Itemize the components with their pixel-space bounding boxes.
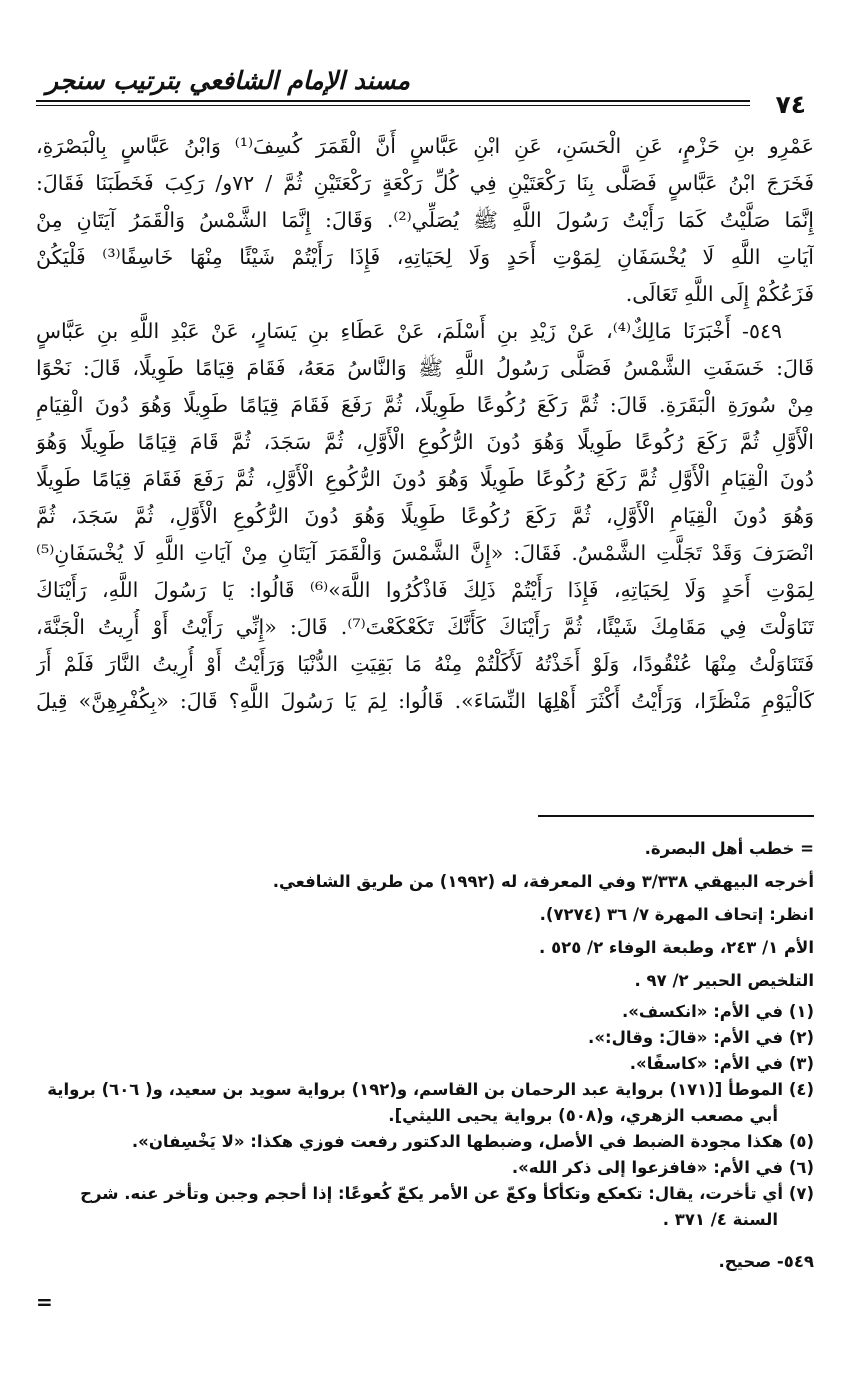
note-line: الأم ١/ ٢٤٣، وطبعة الوفاء ٢/ ٥٢٥ . <box>539 938 814 957</box>
text-line: فَخَرَجَ ابْنُ عَبَّاسٍ فَصَلَّى بِنَا رَكْعَتَيْنِ فِي كُلِّ رَكْعَةٍ رَكْعَتَيْنِ ثُمَّ / ٧٢و/ رَكِبَ فَخَطَبَنَا فَقَالَ: <box>36 171 814 195</box>
text-line: الْأَوَّلِ ثُمَّ رَكَعَ رُكُوعًا طَوِيلًا وَهُوَ دُونَ الرُّكُوعِ الْأَوَّلِ، ثُمَّ سَجَدَ، ثُمَّ قَامَ قِيَامًا طَوِيلًا وَهُوَ <box>36 430 814 454</box>
footnote: (٥) هكذا مجودة الضبط في الأصل، وضبطها الدكتور رفعت فوزي هكذا: «لا يَخْسِفان». <box>131 1132 814 1151</box>
footnote: (٧) أي تأخرت، يقال: تكعكع وتكأكأ وكعّ عن الأمر يكعّ كُعوعًا: إذا أحجم وجبن وتأخر عنه. شرح <box>80 1184 814 1203</box>
main-text <box>36 128 814 720</box>
text-line: عَمْرِو بنِ حَزْمٍ، عَنِ الْحَسَنِ، عَنِ ابْنِ عَبَّاسٍ أَنَّ الْقَمَرَ كُسِفَ⁽¹⁾ وَابْنُ عَبَّاسٍ بِالْبَصْرَةِ، <box>36 134 814 158</box>
footnote-continuation: أبي مصعب الزهري، و(٥٠٨) برواية يحيى الليثي]. <box>388 1106 778 1125</box>
text-line: مِنْ سُورَةِ الْبَقَرَةِ. قَالَ: ثُمَّ رَكَعَ رُكُوعًا طَوِيلًا، ثُمَّ رَفَعَ فَقَامَ قِيَامًا طَوِيلًا وَهُوَ دُونَ الْقِيَامِ <box>36 393 814 417</box>
page-number: ٧٤ <box>775 90 806 119</box>
footnote-list <box>36 999 814 1233</box>
footnote: (١) في الأم: «انكسف». <box>621 1002 814 1021</box>
hadith-grade-note: ٥٤٩- صحيح. <box>718 1252 814 1271</box>
text-line: فَتَنَاوَلْتُ مِنْهَا عُنْقُودًا، وَلَوْ أَخَذْتُهُ لَأَكَلْتُمْ مِنْهُ مَا بَقِيَتِ الدُّنْيَا وَرَأَيْتُ أَوْ أُرِيتُ النَّارَ فَلَمْ أَرَ <box>36 652 814 676</box>
text-line: وَهُوَ دُونَ الْقِيَامِ الْأَوَّلِ، ثُمَّ رَكَعَ رُكُوعًا طَوِيلًا وَهُوَ دُونَ الرُّكُوعِ الْأَوَّلِ، ثُمَّ سَجَدَ، ثُمَّ <box>36 504 814 528</box>
note-line: أخرجه البيهقي ٣/٣٣٨ وفي المعرفة، له (١٩٩٢) من طريق الشافعي. <box>272 872 814 891</box>
note-line: انظر: إتحاف المهرة ٧/ ٣٦ (٧٢٧٤). <box>539 905 814 924</box>
text-line: دُونَ الْقِيَامِ الْأَوَّلِ ثُمَّ رَكَعَ رُكُوعًا طَوِيلًا وَهُوَ دُونَ الرُّكُوعِ الْأَوَّلِ، ثُمَّ رَفَعَ فَقَامَ قِيَامًا طَوِيلًا <box>36 467 814 491</box>
text-line: انْصَرَفَ وَقَدْ تَجَلَّتِ الشَّمْسُ. فَقَالَ: «إِنَّ الشَّمْسَ وَالْقَمَرَ آيَتَانِ مِنْ آيَاتِ اللَّهِ لَا يُخْسَفَانِ⁽⁵⁾ <box>36 541 814 565</box>
running-title: مسند الإمام الشافعي بترتيب سنجر <box>46 66 410 95</box>
continuation-mark: = <box>36 1290 53 1314</box>
footnote: (٦) في الأم: «فافزعوا إلى ذكر الله». <box>511 1158 814 1177</box>
text-line: قَالَ: خَسَفَتِ الشَّمْسُ فَصَلَّى رَسُولُ اللَّهِ ﷺ وَالنَّاسُ مَعَهُ، فَقَامَ قِيَامًا طَوِيلًا، قَالَ: نَحْوًا <box>36 356 814 380</box>
text-line: تَنَاوَلْتَ فِي مَقَامِكَ شَيْئًا، ثُمَّ رَأَيْنَاكَ كَأَنَّكَ تَكَعْكَعْتَ⁽⁷⁾. قَالَ: «إِنِّي رَأَيْتُ أَوْ أُرِيتُ الْجَنَّةَ، <box>36 615 814 639</box>
text-line: ٥٤٩- أَخْبَرَنَا مَالِكٌ⁽⁴⁾، عَنْ زَيْدِ بنِ أَسْلَمَ، عَنْ عَطَاءِ بنِ يَسَارٍ، عَنْ عَبْدِ اللَّهِ بنِ عَبَّاسٍ <box>36 319 783 343</box>
footnote: (٢) في الأم: «قالَ: وقال:». <box>588 1028 814 1047</box>
note-line: التلخيص الحبير ٢/ ٩٧ . <box>634 971 814 990</box>
text-line: آيَاتِ اللَّهِ لَا يُخْسَفَانِ لِمَوْتِ أَحَدٍ وَلَا لِحَيَاتِهِ، فَإِذَا رَأَيْتُمْ شَيْئًا مِنْهَا خَاسِفًا⁽³⁾ فَلْيَكُنْ <box>36 245 814 269</box>
footnote: (٣) في الأم: «كاسفًا». <box>629 1054 814 1073</box>
footnote-continuation: السنة ٤/ ٣٧١ . <box>662 1210 778 1229</box>
text-line: لِمَوْتِ أَحَدٍ وَلَا لِحَيَاتِهِ، فَإِذَا رَأَيْتُمْ ذَلِكَ فَاذْكُرُوا اللَّهَ»⁽⁶⁾ قَالُوا: يَا رَسُولَ اللَّهِ، رَأَيْنَاكَ <box>36 578 814 602</box>
text-line: فَزَعُكُمْ إِلَى اللَّهِ تَعَالَى. <box>625 282 814 306</box>
note-line: = خطب أهل البصرة. <box>644 839 814 858</box>
header-rule <box>36 100 750 106</box>
footnote: (٤) الموطأ [(١٧١) برواية عبد الرحمان بن القاسم، و(١٩٢) برواية سويد بن سعيد، و( ٦٠٦) برواية <box>47 1080 814 1099</box>
text-line: كَالْيَوْمِ مَنْظَرًا، وَرَأَيْتُ أَكْثَرَ أَهْلِهَا النِّسَاءَ». قَالُوا: لِمَ يَا رَسُولَ اللَّهِ؟ قَالَ: «بِكُفْرِهِنَّ» قِيلَ <box>36 689 814 713</box>
notes-section <box>36 832 814 1277</box>
footnote-rule <box>538 815 814 817</box>
text-line: إِنَّمَا صَلَّيْتُ كَمَا رَأَيْتُ رَسُولَ اللَّهِ ﷺ يُصَلِّي⁽²⁾. وَقَالَ: إِنَّمَا الشَّمْسُ وَالْقَمَرُ آيَتَانِ مِنْ <box>36 208 814 232</box>
running-head <box>36 62 814 119</box>
